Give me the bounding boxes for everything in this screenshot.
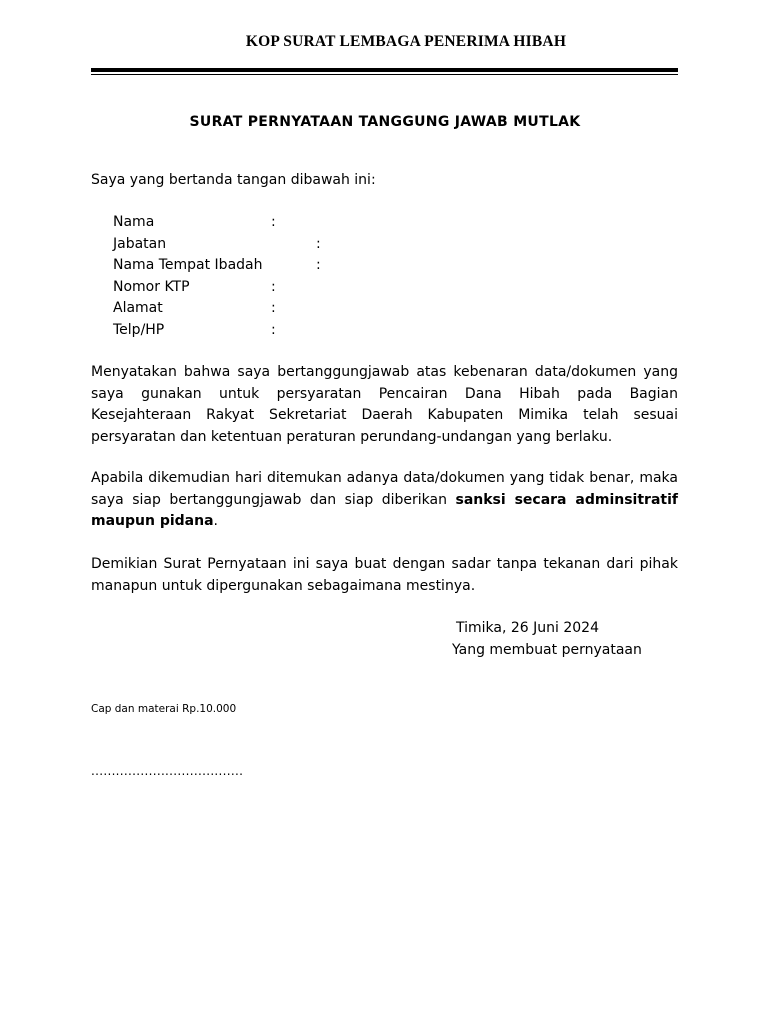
place-date: Timika, 26 Juni 2024 <box>456 620 599 636</box>
sanction-paragraph <box>91 468 678 533</box>
field-colon-telp: : <box>271 322 276 338</box>
statement-paragraph: Menyatakan bahwa saya bertanggungjawab atas kebenaran data/dokumen yang saya gunakan untuk persyaratan Pencairan Dana Hibah pada Bagian Kesejahteraan Rakyat Sekretariat Daerah Kabupaten Mimika telah sesuai persyaratan dan ketentuan peraturan perundang-undangan yang berlaku. <box>91 364 678 445</box>
field-colon-nomor-ktp: : <box>271 279 276 295</box>
document-title: SURAT PERNYATAAN TANGGUNG JAWAB MUTLAK <box>189 114 581 130</box>
intro-text: Saya yang bertanda tangan dibawah ini: <box>91 172 376 188</box>
closing-paragraph: Demikian Surat Pernyataan ini saya buat dengan sadar tanpa tekanan dari pihak manapun untuk dipergunakan sebagaimana mestinya. <box>91 556 678 594</box>
field-colon-jabatan: : <box>316 236 321 252</box>
field-label-nama: Nama <box>113 214 155 230</box>
field-label-nomor-ktp: Nomor KTP <box>113 279 190 295</box>
field-label-telp: Telp/HP <box>113 322 165 338</box>
field-label-jabatan: Jabatan <box>113 236 167 252</box>
field-label-alamat: Alamat <box>113 300 163 316</box>
letterhead: KOP SURAT LEMBAGA PENERIMA HIBAH <box>245 33 567 50</box>
field-colon-nama: : <box>271 214 276 230</box>
sanction-bold-text: sanksi secara adminsitratif maupun pidana <box>91 491 678 529</box>
stamp-note: Cap dan materai Rp.10.000 <box>91 703 237 715</box>
signature-line: ..................................... <box>91 764 244 778</box>
field-label-tempat-ibadah: Nama Tempat Ibadah <box>113 257 263 273</box>
signer-label: Yang membuat pernyataan <box>452 642 642 658</box>
field-colon-alamat: : <box>271 300 276 316</box>
letterhead-rule-thin <box>91 74 678 75</box>
field-colon-tempat-ibadah: : <box>316 257 321 273</box>
letterhead-rule-thick <box>91 68 678 72</box>
sanction-period: . <box>213 513 218 529</box>
sanction-text: Apabila dikemudian hari ditemukan adanya data/dokumen yang tidak benar, maka saya siap bertanggungjawab dan siap diberikan <box>91 470 678 508</box>
